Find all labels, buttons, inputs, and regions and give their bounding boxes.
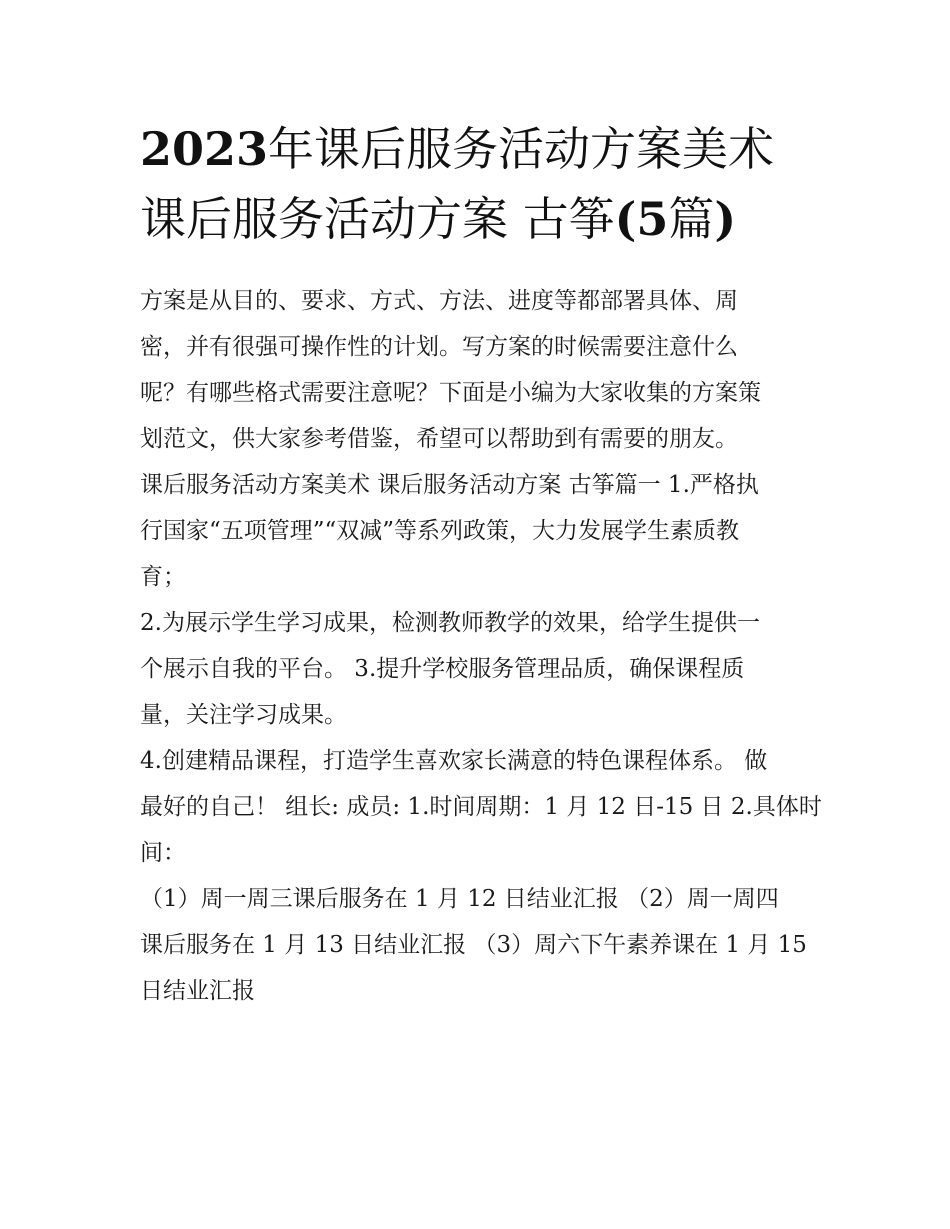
- title-count-close: ): [714, 192, 737, 246]
- body-line: 个展示自我的平台。 3.提升学校服务管理品质，确保课程质: [140, 656, 745, 682]
- body-line: 行国家“五项管理”“双减”等系列政策，大力发展学生素质教: [140, 518, 740, 544]
- title-line-1: [140, 114, 830, 184]
- body-line: 划范文，供大家参考借鉴，希望可以帮助到有需要的朋友。: [140, 426, 738, 452]
- title-year: 2023: [140, 122, 269, 176]
- body-line: 方案是从目的、要求、方式、方法、进度等都部署具体、周: [140, 288, 738, 314]
- body-line: 密，并有很强可操作性的计划。写方案的时候需要注意什么: [140, 334, 738, 360]
- body-line: 课后服务活动方案美术 课后服务活动方案 古筝篇一 1.严格执: [140, 472, 759, 498]
- body-line: 2.为展示学生学习成果，检测教师教学的效果，给学生提供一: [140, 610, 760, 636]
- title-line-1-text: 年课后服务活动方案美术: [268, 122, 775, 176]
- body-line: （1）周一周三课后服务在 1 月 12 日结业汇报 （2）周一周四: [140, 886, 779, 912]
- body-line: 日结业汇报: [140, 978, 255, 1004]
- body-line: 最好的自己！ 组长: 成员: 1.时间周期：1 月 12 日-15 日 2.具体时: [140, 794, 822, 820]
- body-line: 呢？有哪些格式需要注意呢？下面是小编为大家收集的方案策: [140, 380, 761, 406]
- document-body: [140, 278, 830, 1014]
- body-line: 量，关注学习成果。: [140, 702, 347, 728]
- body-line: 育；: [140, 564, 186, 590]
- title-line-2: [140, 184, 830, 254]
- body-line: 间：: [140, 840, 186, 866]
- body-line: 4.创建精品课程，打造学生喜欢家长满意的特色课程体系。 做: [140, 748, 768, 774]
- document-title: [140, 114, 830, 254]
- title-count-open: (5: [614, 192, 669, 246]
- body-line: 课后服务在 1 月 13 日结业汇报 （3）周六下午素养课在 1 月 15: [140, 932, 807, 958]
- title-count-unit: 篇: [668, 192, 715, 246]
- title-line-2-text: 课后服务活动方案 古筝: [140, 192, 615, 246]
